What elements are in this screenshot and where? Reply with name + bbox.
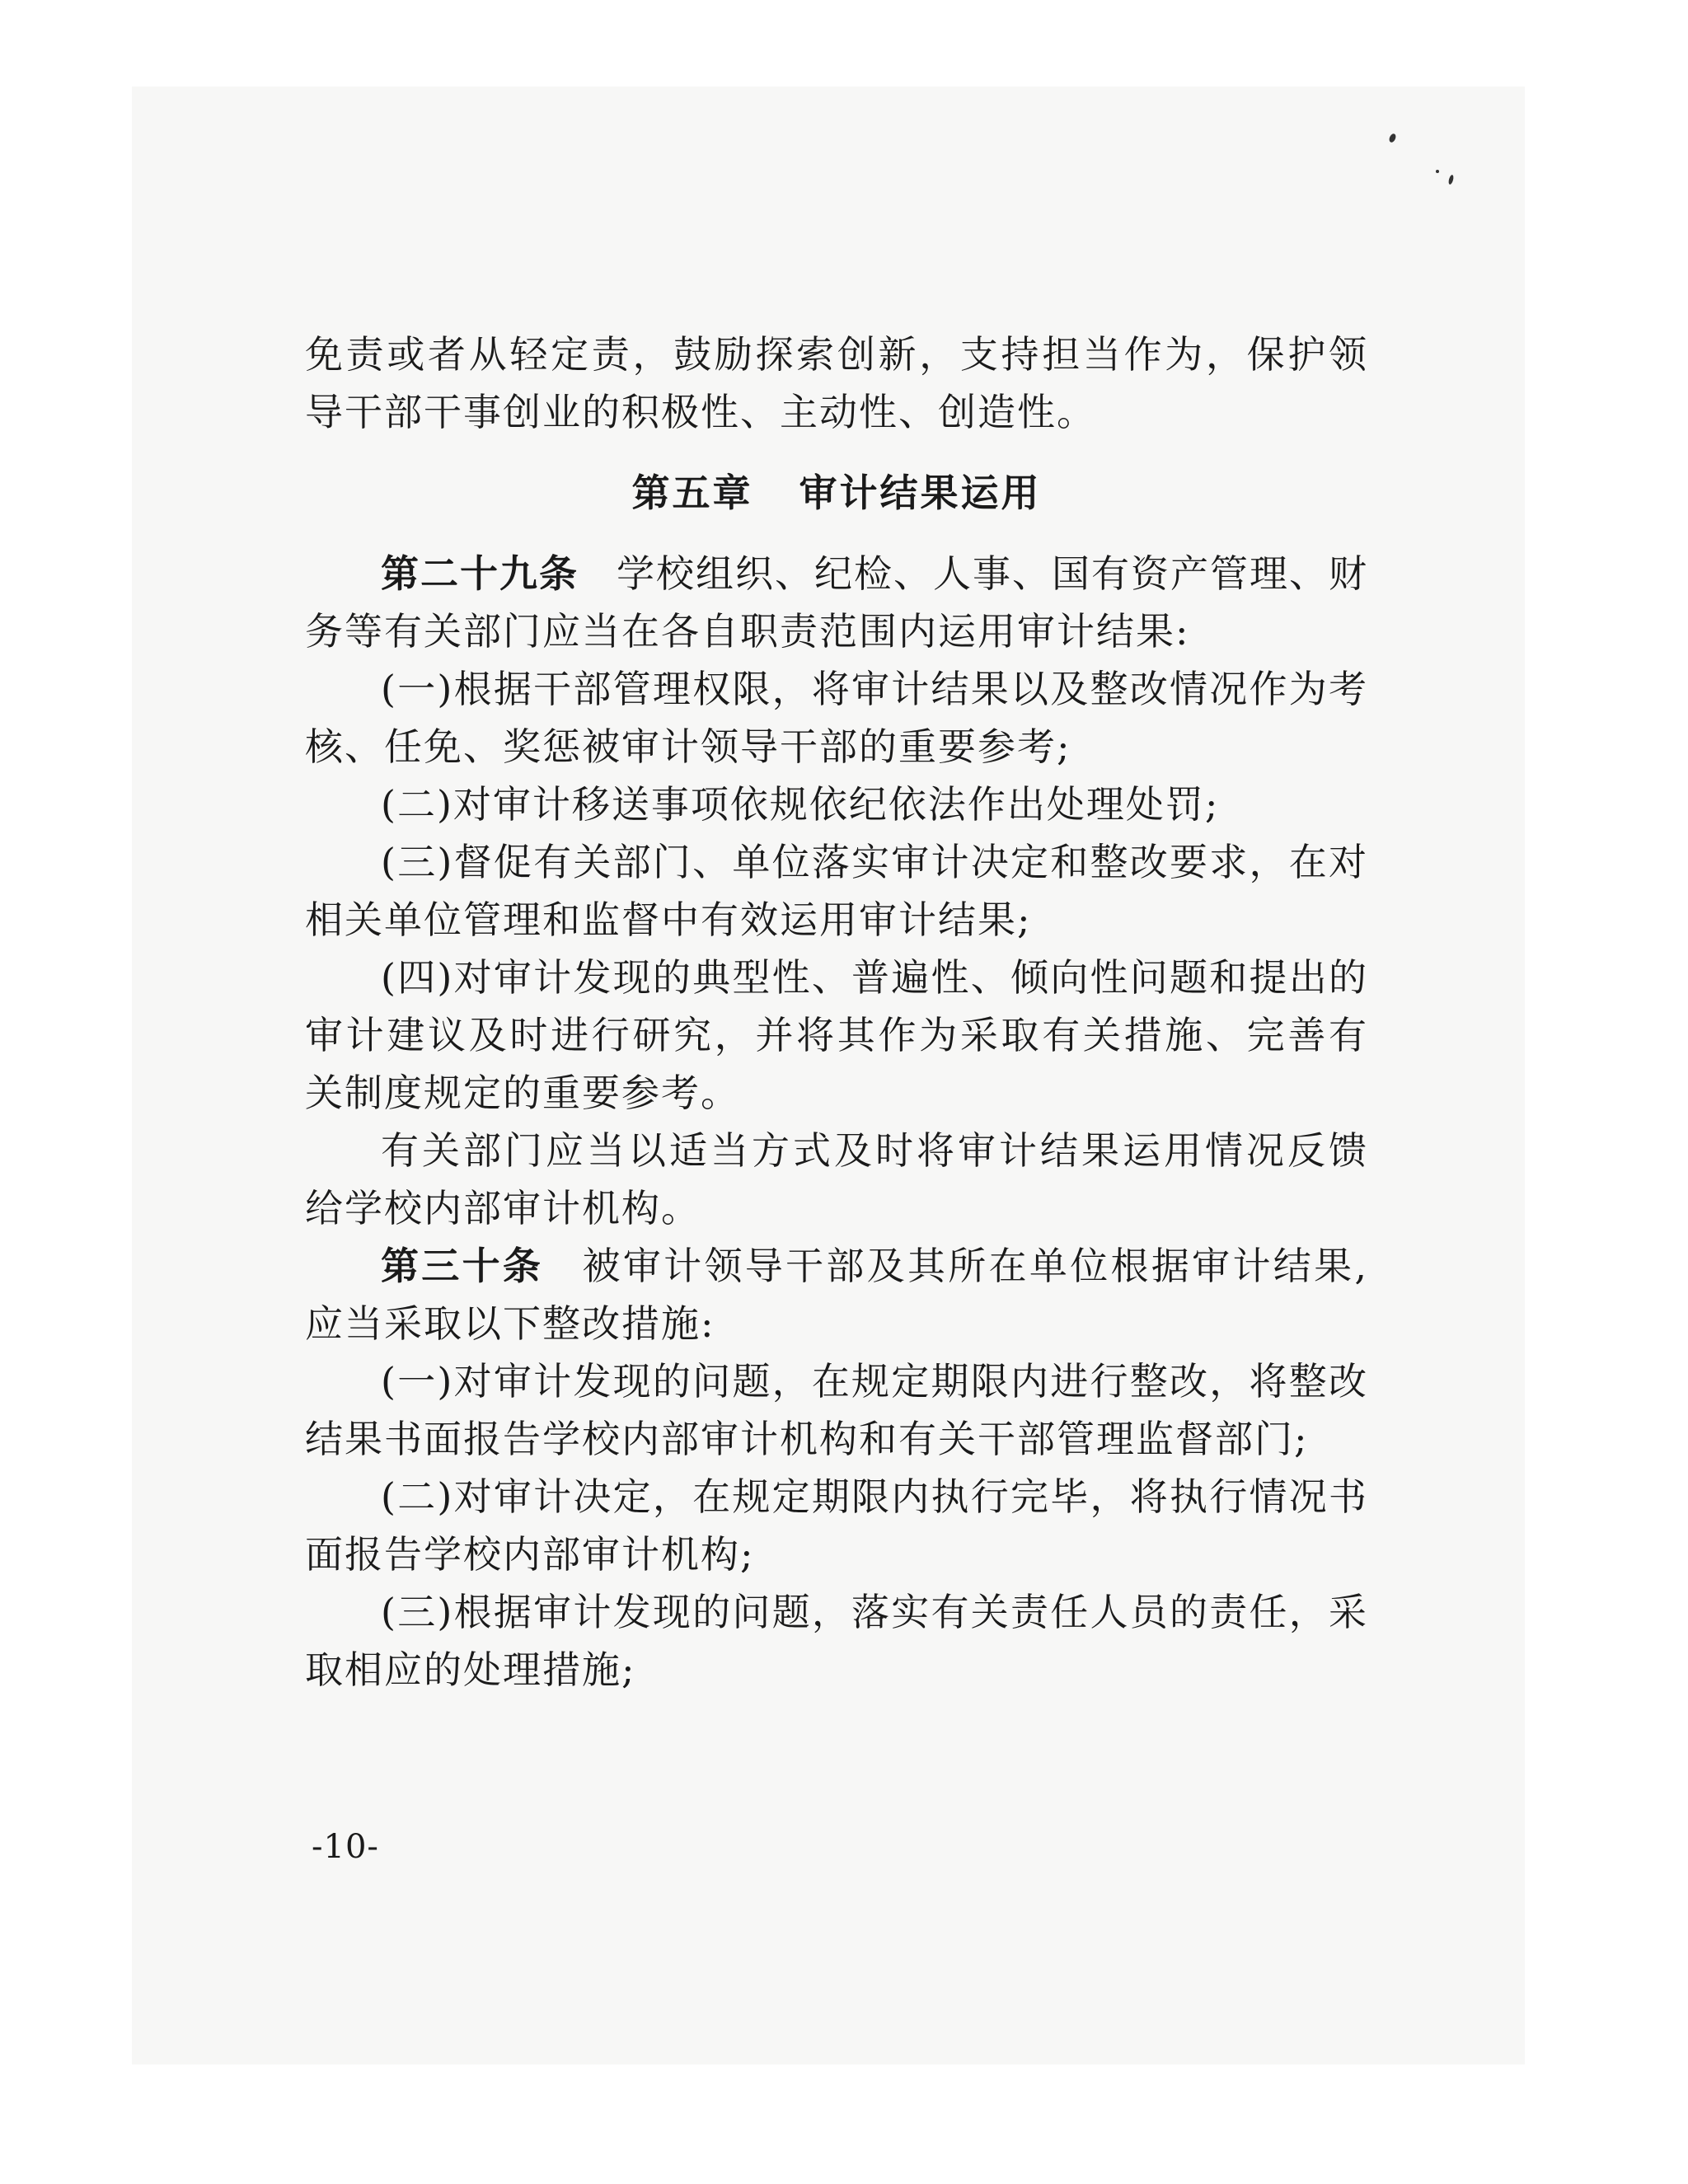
article-29-closing: 有关部门应当以适当方式及时将审计结果运用情况反馈给学校内部审计机构。 <box>305 1128 1368 1230</box>
document-body <box>305 326 1368 1699</box>
article-30-item-2: (二)对审计决定，在规定期限内执行完毕，将执行情况书面报告学校内部审计机构; <box>305 1474 1368 1577</box>
article-29-text: 学校组织、纪检、人事、国有资产管理、财务等有关部门应当在各自职责范围内运用审计结果: <box>305 551 1368 654</box>
article-30-item-1: (一)对审计发现的问题，在规定期限内进行整改，将整改结果书面报告学校内部审计机构和有关干部管理监督部门; <box>305 1359 1368 1461</box>
scan-speck <box>1436 170 1439 173</box>
article-29-item-2: (二)对审计移送事项依规依纪依法作出处理处罚; <box>381 782 1220 827</box>
article-30-item-3: (三)根据审计发现的问题，落实有关责任人员的责任，采取相应的处理措施; <box>305 1590 1368 1692</box>
article-29-item-1: (一)根据干部管理权限，将审计结果以及整改情况作为考核、任免、奖惩被审计领导干部的重要参考; <box>305 667 1368 769</box>
chapter-number: 第五章 <box>631 471 753 515</box>
article-30-intro <box>305 1237 1368 1352</box>
article-29-intro <box>305 545 1368 660</box>
article-29-number: 第二十九条 <box>381 551 579 596</box>
article-30-text: 被审计领导干部及其所在单位根据审计结果,应当采取以下整改措施: <box>305 1244 1369 1346</box>
opening-paragraph: 免责或者从轻定责，鼓励探索创新，支持担当作为，保护领导干部干事创业的积极性、主动性、创造性。 <box>305 332 1368 434</box>
page-number: -10- <box>312 1828 379 1866</box>
article-29-item-4: (四)对审计发现的典型性、普遍性、倾向性问题和提出的审计建议及时进行研究，并将其作为采取有关措施、完善有关制度规定的重要参考。 <box>305 955 1368 1115</box>
chapter-heading <box>305 464 1368 522</box>
chapter-title: 审计结果运用 <box>799 471 1042 515</box>
article-29-item-3: (三)督促有关部门、单位落实审计决定和整改要求，在对相关单位管理和监督中有效运用审计结果; <box>305 840 1368 942</box>
article-30-number: 第三十条 <box>381 1244 544 1288</box>
